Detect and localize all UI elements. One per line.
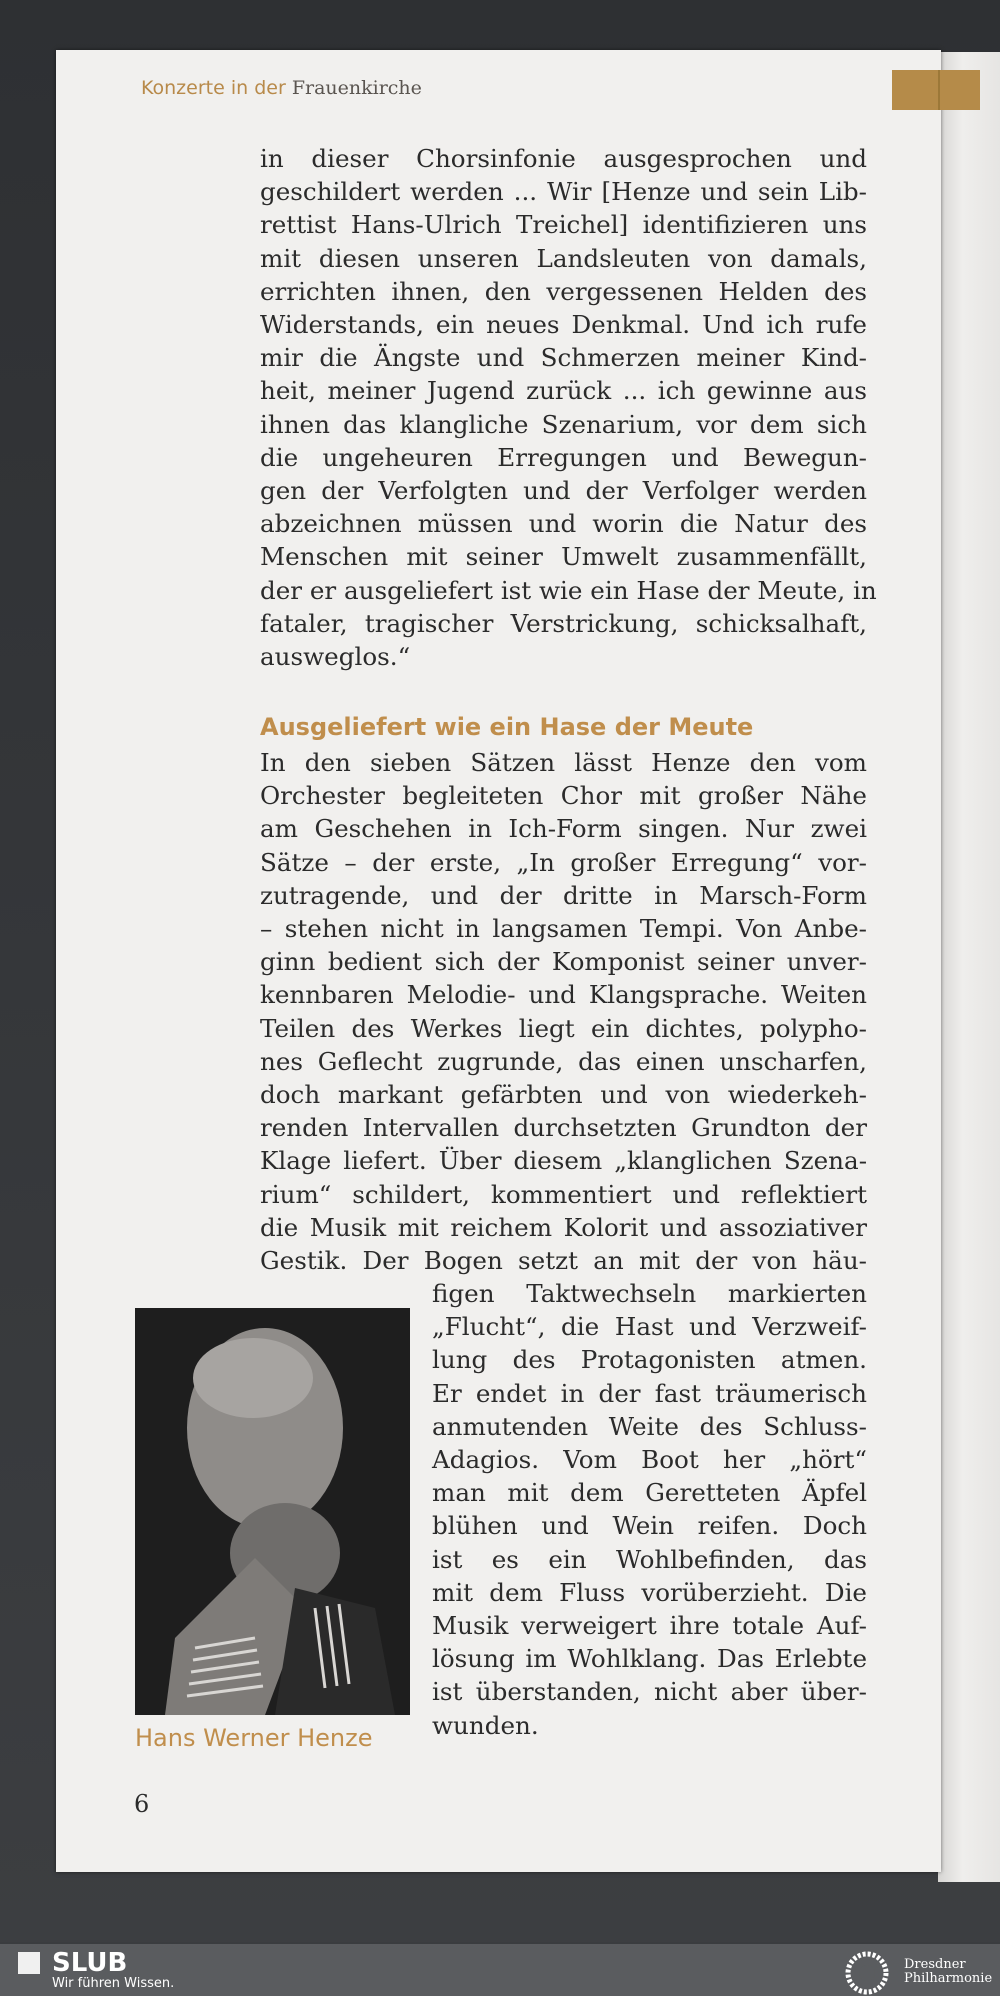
text-line: ginn bedient sich der Komponist seiner unver-	[260, 947, 867, 977]
slub-logo-icon	[12, 1952, 40, 1974]
text-line: die Musik mit reichem Kolorit und assoziativer	[260, 1212, 867, 1242]
text-line: Teilen des Werkes liegt ein dichtes, polypho-	[260, 1013, 867, 1043]
philharmonie-logo-text	[904, 1958, 996, 1986]
text-line: figen Taktwechseln markierten	[432, 1279, 867, 1308]
text-line: ihnen das klangliche Szenarium, vor dem sich	[260, 409, 867, 439]
text-line: lung des Protagonisten atmen.	[432, 1345, 867, 1375]
quote-paragraph	[260, 142, 877, 673]
text-line: Orchester begleiteten Chor mit großer Nähe	[260, 781, 867, 811]
text-line: Er endet in der fast träumerisch	[432, 1378, 867, 1408]
text-line: die ungeheuren Erregungen und Bewegun-	[260, 442, 867, 472]
text-line: – stehen nicht in langsamen Tempi. Von Anbe-	[260, 914, 867, 944]
text-line: kennbaren Melodie- und Klangsprache. Weiten	[260, 980, 867, 1010]
text-line: geschildert werden ... Wir [Henze und sein Lib-	[260, 177, 867, 207]
text-line: blühen und Wein reifen. Doch	[432, 1511, 867, 1541]
header-series-label: Konzerte in der	[141, 77, 286, 99]
text-line: nes Geflecht zugrunde, das einen unscharfen,	[260, 1046, 867, 1076]
text-line: Musik verweigert ihre totale Auf-	[432, 1611, 867, 1641]
page-number: 6	[134, 1790, 150, 1818]
page-tab-marker	[892, 70, 980, 110]
text-line: anmutenden Weite des Schluss-	[432, 1411, 867, 1441]
text-line: renden Intervallen durchsetzten Grundton der	[260, 1113, 867, 1143]
text-line: fataler, tragischer Verstrickung, schicksalhaft,	[260, 608, 867, 638]
portrait-illustration	[135, 1308, 410, 1715]
body-paragraph-narrow	[432, 1277, 867, 1742]
text-line: man mit dem Geretteten Äpfel	[432, 1478, 867, 1508]
text-line: Gestik. Der Bogen setzt an mit der von häu-	[260, 1246, 867, 1276]
text-line: In den sieben Sätzen lässt Henze den vom	[260, 748, 867, 777]
text-line: errichten ihnen, den vergessenen Helden des	[260, 276, 867, 306]
text-line: lösung im Wohlklang. Das Erlebte	[432, 1644, 867, 1674]
text-line: Sätze – der erste, „In großer Erregung“ vor-	[260, 847, 867, 877]
text-line: zutragende, und der dritte in Marsch-Form	[260, 880, 867, 910]
slub-logo-text: SLUB	[52, 1948, 128, 1978]
body-paragraph-wide	[260, 746, 867, 1277]
text-line: Widerstands, ein neues Denkmal. Und ich rufe	[260, 310, 867, 340]
section-heading: Ausgeliefert wie ein Hase der Meute	[260, 713, 754, 741]
text-line: ist es ein Wohlbefinden, das	[432, 1544, 867, 1574]
text-line: am Geschehen in Ich-Form singen. Nur zwei	[260, 814, 867, 844]
running-header	[141, 77, 422, 99]
text-line: rium“ schildert, kommentiert und reflektiert	[260, 1179, 867, 1209]
text-line: „Flucht“, die Hast und Verzweif-	[432, 1312, 867, 1342]
partner-line-1: Dresdner	[904, 1957, 966, 1972]
slub-tagline: Wir führen Wissen.	[52, 1976, 175, 1991]
text-line: Klage liefert. Über diesem „klanglichen Szena-	[260, 1146, 867, 1176]
text-line: rettist Hans-Ulrich Treichel] identifizieren uns	[260, 210, 867, 240]
text-line: mit dem Fluss vorüberzieht. Die	[432, 1577, 867, 1607]
text-line: heit, meiner Jugend zurück ... ich gewinne aus	[260, 376, 867, 406]
text-line: gen der Verfolgten und der Verfolger werden	[260, 476, 867, 506]
partner-line-2: Philharmonie	[904, 1971, 993, 1986]
text-line: doch markant gefärbten und von wiederkeh-	[260, 1080, 867, 1110]
text-line: wunden.	[432, 1710, 539, 1740]
next-page-edge	[938, 52, 1000, 1882]
text-line: ausweglos.“	[260, 642, 411, 672]
philharmonie-logo-icon	[842, 1950, 892, 1996]
text-line: in dieser Chorsinfonie ausgesprochen und	[260, 144, 867, 173]
text-line: mit diesen unseren Landsleuten von damals,	[260, 243, 867, 273]
text-line: mir die Ängste und Schmerzen meiner Kind-	[260, 343, 867, 373]
text-line: Adagios. Vom Boot her „hört“	[432, 1445, 867, 1475]
text-line: abzeichnen müssen und worin die Natur des	[260, 509, 867, 539]
text-line: Menschen mit seiner Umwelt zusammenfällt,	[260, 542, 867, 572]
text-line: ist überstanden, nicht aber über-	[432, 1677, 867, 1707]
photo-caption: Hans Werner Henze	[135, 1724, 373, 1752]
header-title: Frauenkirche	[291, 77, 422, 99]
text-line: der er ausgeliefert ist wie ein Hase der Meute, in	[260, 575, 877, 605]
portrait-photo	[135, 1308, 410, 1715]
